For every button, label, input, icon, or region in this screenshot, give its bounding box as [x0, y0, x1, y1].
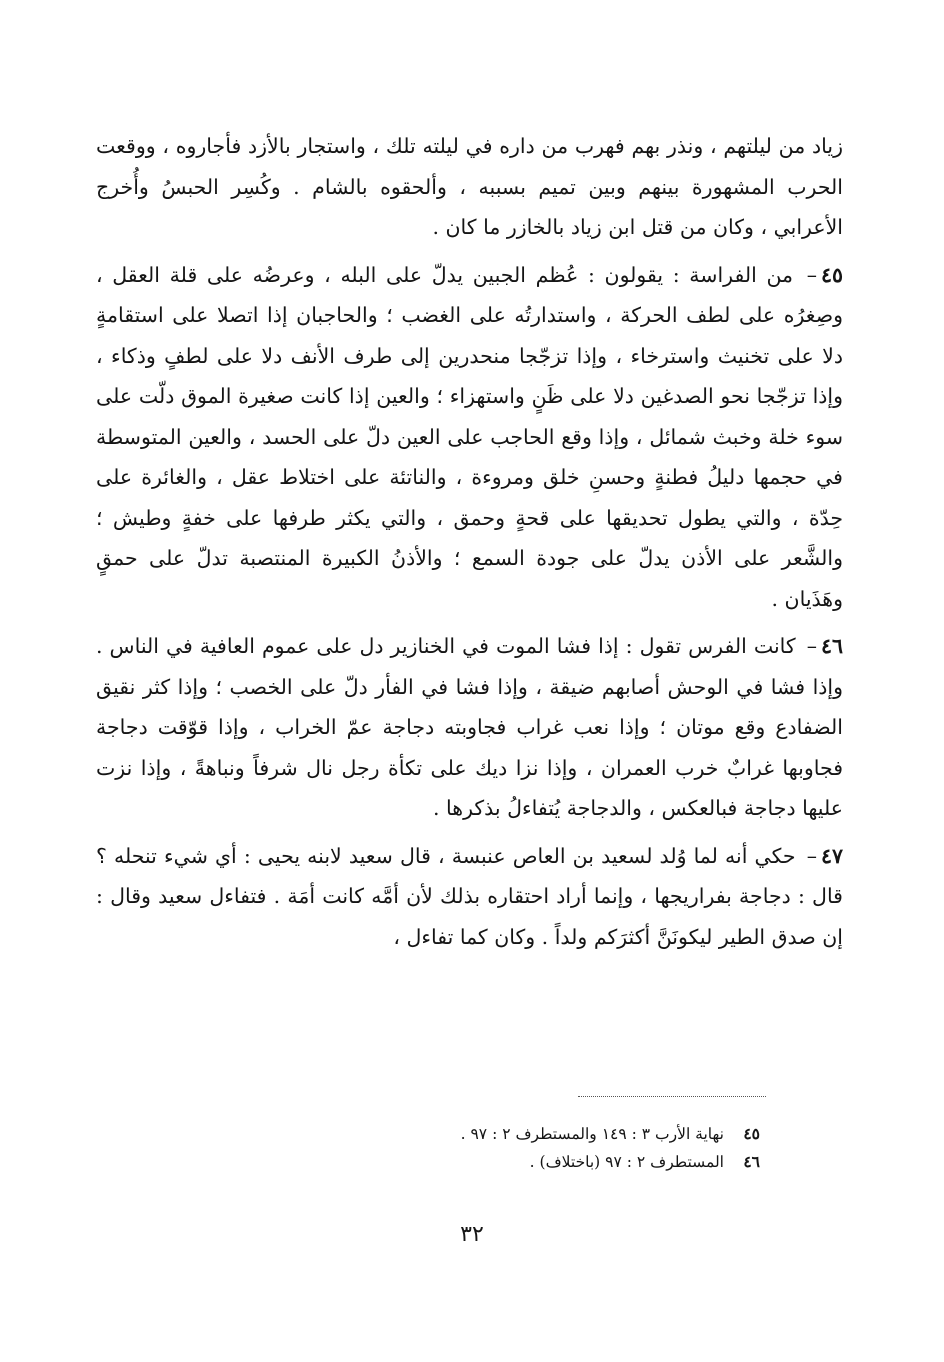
- paragraph-number: ٤٧: [820, 843, 843, 868]
- footnotes: [300, 1120, 760, 1176]
- paragraph-dash: –: [806, 634, 817, 658]
- paragraph-text: كانت الفرس تقول : إذا فشا الموت في الخنازير دل على عموم العافية في الناس . وإذا فشا في الوحش أصابهم ضيقة ، وإذا فشا في الفأر دلّ على الخصب ؛ وإذا كثر نقيق الضفادع وقع موتان ؛ وإذا نعب غراب فجاوبته دجاجة عمّ الخراب ، وإذا قوّقت دجاجة فجاوبها غرابٌ خرب العمران ، وإذا نزا ديك على تكأة رجل نال شرفاً ونباهةً ، وإذا نزت عليها دجاجة فبالعكس ، والدجاجة يُتفاءلُ بذكرها .: [96, 634, 843, 820]
- footnote-text: المستطرف ٢ : ٩٧ (باختلاف) .: [529, 1153, 724, 1171]
- paragraph-text: من الفراسة : يقولون : عُظم الجبين يدلّ على البله ، وعرضُه على قلة العقل ، وصِغرُه على لطف الحركة ، واستدارتُه على الغضب ؛ والحاجبان إذا اتصلا على استقامةٍ دلا على تخنيث واسترخاء ، وإذا تزجّجا منحدرين إلى طرف الأنف دلا على لطفٍ وذكاء ، وإذا تزجّجا نحو الصدغين دلا على ظَنٍ واستهزاء ؛ والعين إذا كانت صغيرة الموق دلّت على سوء خلة وخبث شمائل ، وإذا وقع الحاجب على العين دلّ على الحسد ، والعين المتوسطة في حجمها دليلُ فطنةٍ وحسنِ خلق ومروءة ، والناتئة على اختلاط عقل ، والغائرة على حِدّة ، والتي يطول تحديقها على قحةٍ وحمق ، والتي يكثر طرفها على خفةٍ وطيش ؛ والشَّعر على الأذن يدلّ على جودة السمع ؛ والأذنُ الكبيرة المنتصبة تدلّ على حمقٍ وهَذَيان .: [96, 262, 843, 611]
- paragraph-dash: –: [806, 843, 817, 868]
- page-number: ٣٢: [460, 1222, 484, 1247]
- paragraph-number: ٤٥: [820, 262, 843, 287]
- footnote: [300, 1120, 760, 1148]
- footnote: [300, 1148, 760, 1176]
- main-text: [96, 126, 843, 964]
- footnote-number: ٤٥: [743, 1124, 760, 1143]
- footnote-number: ٤٦: [743, 1152, 760, 1171]
- footnote-text: نهاية الأرب ٣ : ١٤٩ والمستطرف ٢ : ٩٧ .: [460, 1125, 724, 1143]
- paragraph-45: [96, 255, 843, 620]
- footnote-separator: [578, 1096, 766, 1097]
- paragraph-number: ٤٦: [820, 634, 843, 658]
- paragraph-47: [96, 836, 843, 958]
- paragraph-continuation: [96, 126, 843, 248]
- paragraph-46: [96, 626, 843, 829]
- paragraph-dash: –: [806, 262, 817, 287]
- paragraph-text: زياد من ليلتهم ، ونذر بهم فهرب من داره في ليلته تلك ، واستجار بالأزد فأجاروه ، ووقعت الحرب المشهورة بينهم وبين تميم بسببه ، وألحقوه بالشام . وكُسِر الحبسُ وأُخرج الأعرابي ، وكان من قتل ابن زياد بالخازر ما كان .: [96, 134, 843, 239]
- paragraph-text: حكي أنه لما وُلد لسعيد بن العاص عنبسة ، قال سعيد لابنه يحيى : أي شيء تنحله ؟ قال : دجاجة بفراريجها ، وإنما أراد احتقاره بذلك لأن أمَّه كانت أمَة . فتفاءل سعيد وقال : إن صدق الطير ليكونَنَّ أكثرَكم ولداً . وكان كما تفاءل ،: [96, 843, 843, 949]
